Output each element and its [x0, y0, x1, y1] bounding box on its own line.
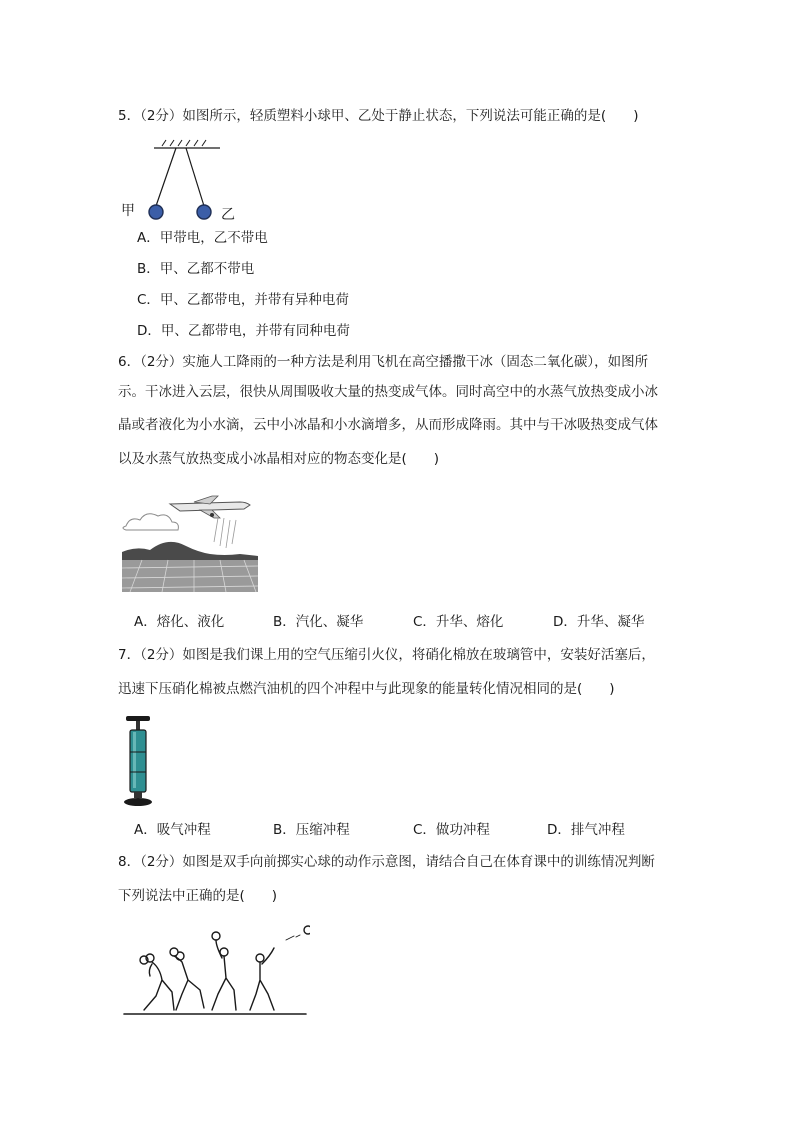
q6-stem-line-2: 示。干冰进入云层，很快从周围吸收大量的热变成气体。同时高空中的水蒸气放热变成小冰	[118, 384, 658, 400]
q7-option-b[interactable]: B．压缩冲程	[273, 822, 350, 838]
q6-stem-line-3: 晶或者液化为小水滴，云中小冰晶和小水滴增多，从而形成降雨。其中与干冰吸热变成气体	[118, 417, 658, 433]
q6-stem-line-1: 6．（2分）实施人工降雨的一种方法是利用飞机在高空播撒干冰（固态二氧化碳），如图所	[118, 354, 649, 370]
air-compression-igniter-figure	[120, 712, 160, 808]
q6-option-b[interactable]: B．汽化、凝华	[273, 614, 364, 630]
q5-option-b[interactable]: B．甲、乙都不带电	[137, 261, 255, 277]
q7-stem-line-1: 7．（2分）如图是我们课上用的空气压缩引火仪，将硝化棉放在玻璃管中，安装好活塞后，	[118, 647, 655, 663]
q5-stem: 5．（2分）如图所示，轻质塑料小球甲、乙处于静止状态，下列说法可能正确的是( )	[118, 108, 639, 124]
q7-option-d[interactable]: D．排气冲程	[547, 822, 625, 838]
q5-option-a[interactable]: A．甲带电，乙不带电	[137, 230, 268, 246]
airplane-rain-figure	[122, 490, 258, 596]
q6-option-c[interactable]: C．升华、熔化	[413, 614, 504, 630]
q6-option-a[interactable]: A．熔化、液化	[134, 614, 225, 630]
q7-option-a[interactable]: A．吸气冲程	[134, 822, 211, 838]
ball-yi-label: 乙	[221, 207, 235, 223]
q5-option-c[interactable]: C．甲、乙都带电，并带有异种电荷	[137, 292, 349, 308]
q8-stem-line-2: 下列说法中正确的是( )	[118, 888, 278, 904]
medicine-ball-throw-figure	[122, 922, 310, 1020]
q5-option-d[interactable]: D．甲、乙都带电，并带有同种电荷	[137, 323, 350, 339]
ball-jia-label: 甲	[121, 203, 135, 219]
q8-stem-line-1: 8．（2分）如图是双手向前掷实心球的动作示意图，请结合自己在体育课中的训练情况判断	[118, 854, 655, 870]
q7-stem-line-2: 迅速下压硝化棉被点燃汽油机的四个冲程中与此现象的能量转化情况相同的是( )	[118, 681, 615, 697]
q6-stem-line-4: 以及水蒸气放热变成小冰晶相对应的物态变化是( )	[118, 451, 440, 467]
q7-option-c[interactable]: C．做功冲程	[413, 822, 490, 838]
q6-option-d[interactable]: D．升华、凝华	[553, 614, 645, 630]
